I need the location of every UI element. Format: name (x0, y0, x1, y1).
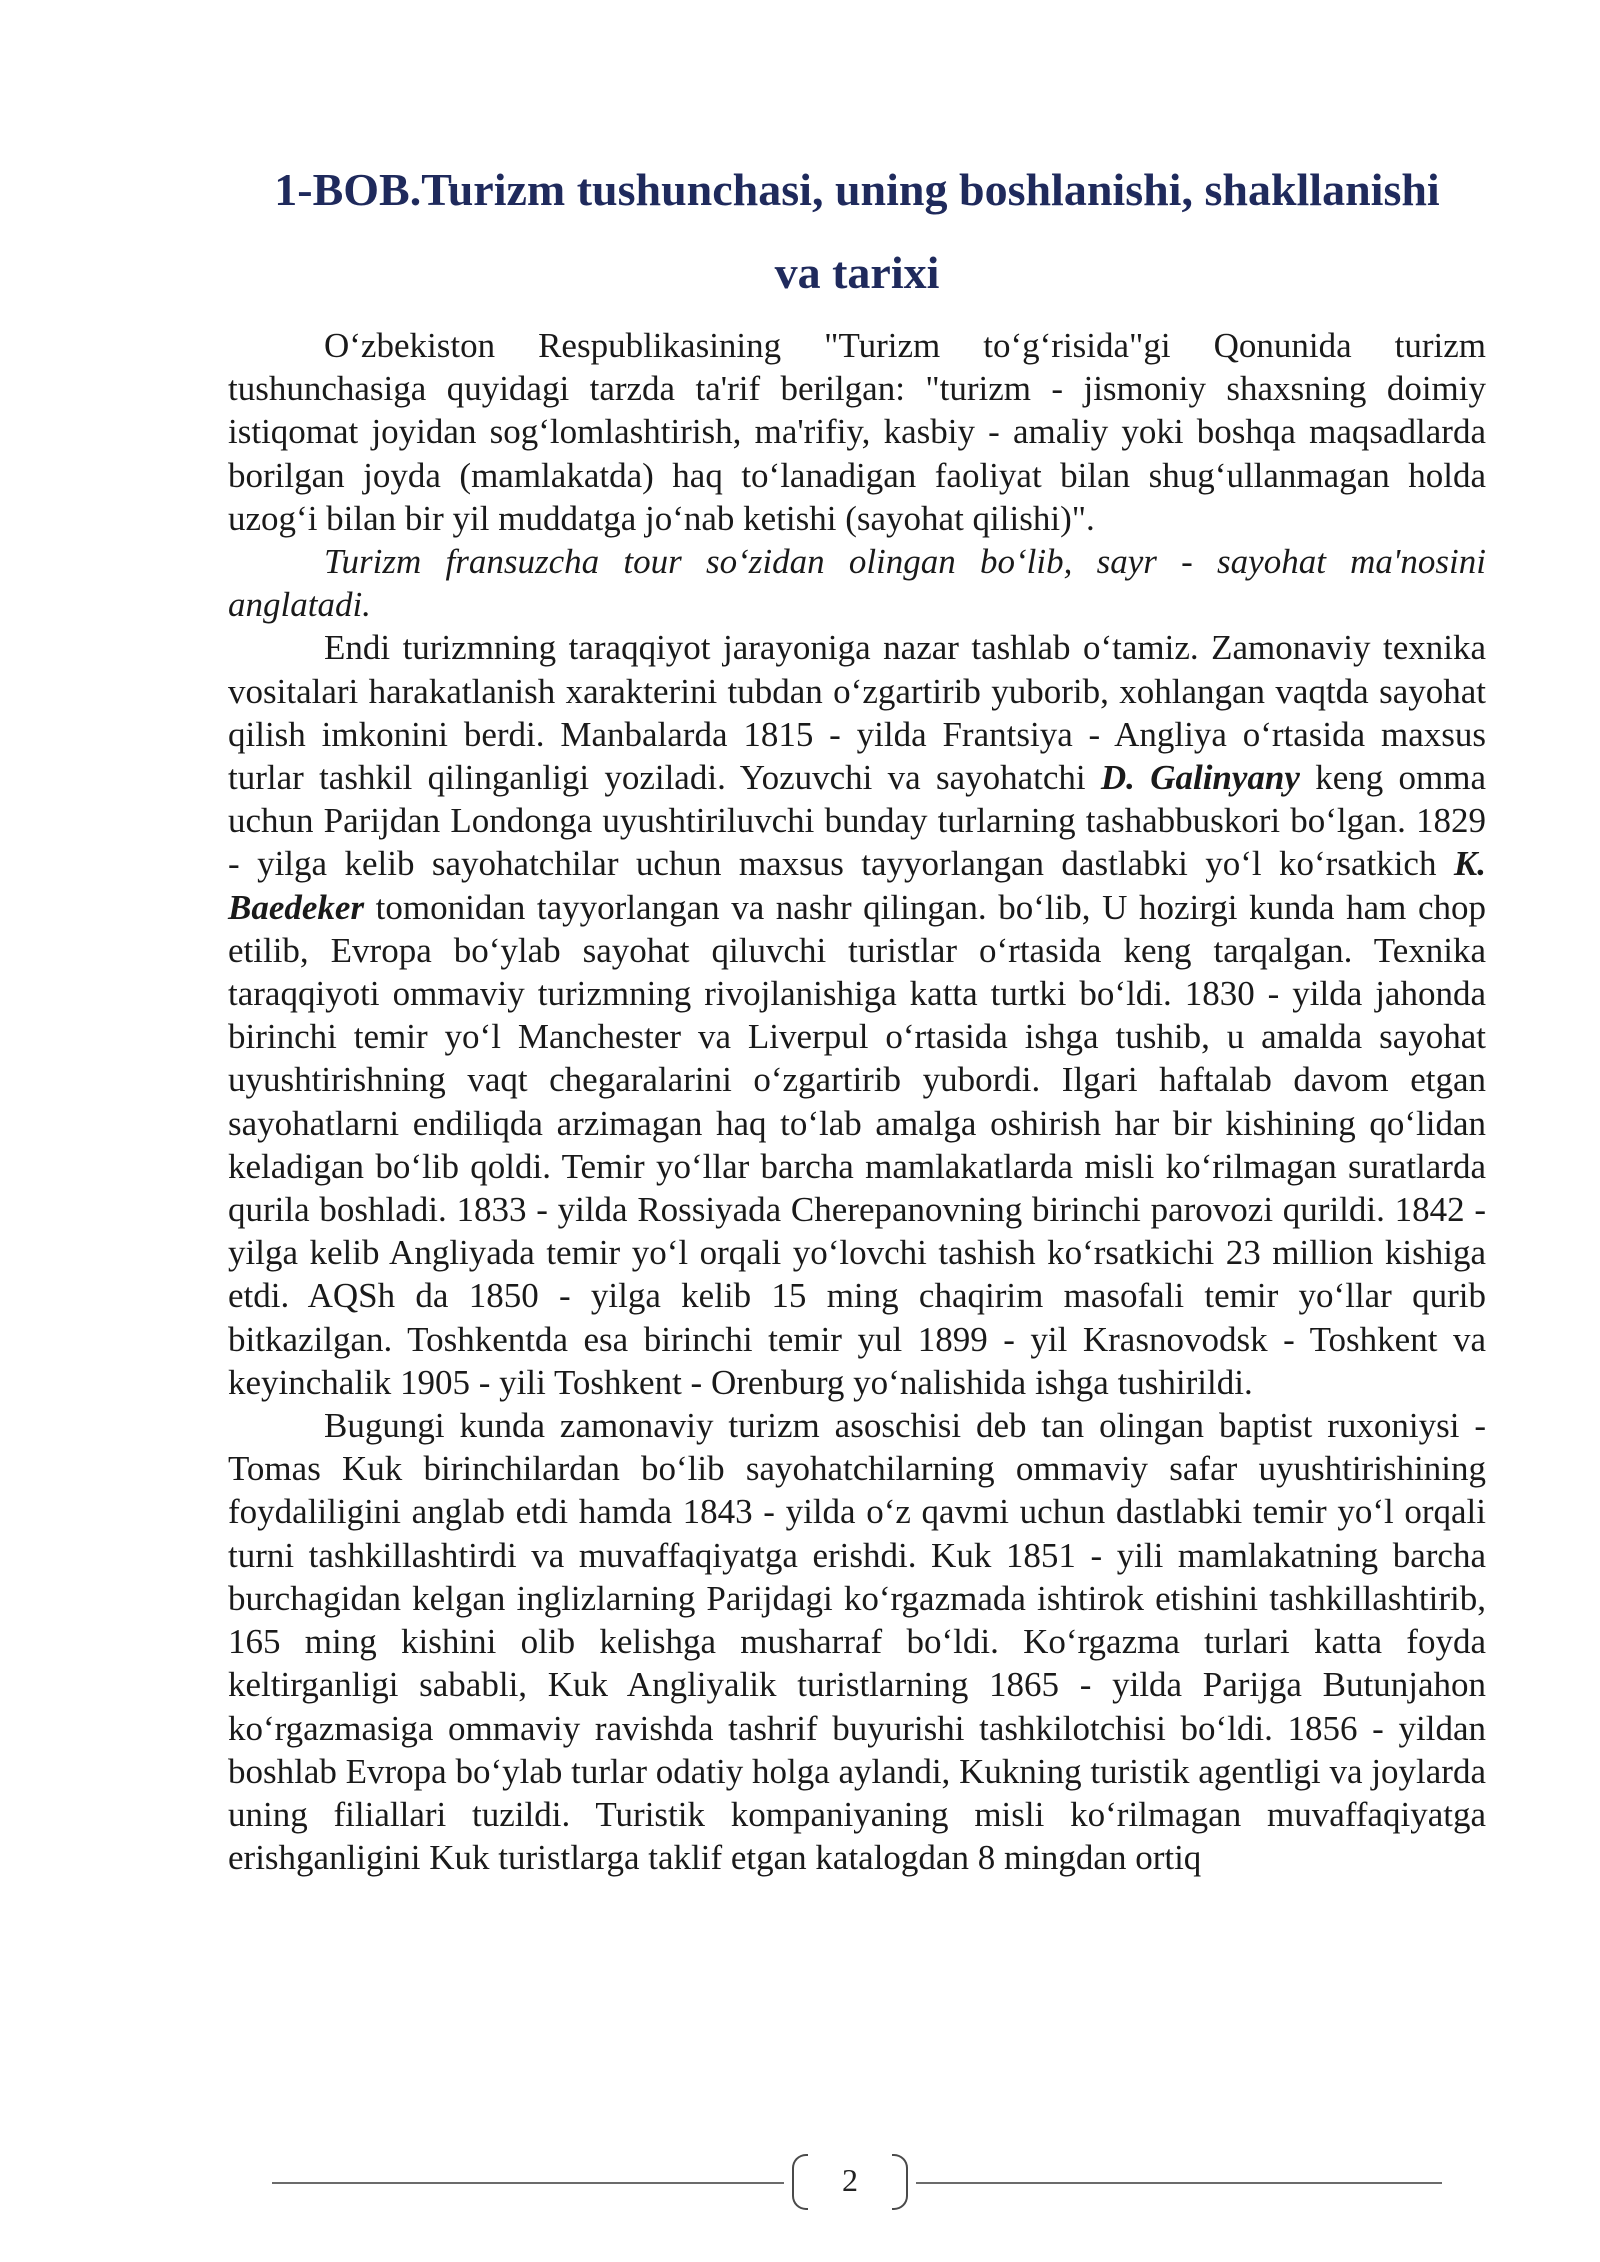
footer-divider-left (272, 2182, 784, 2184)
paragraph-history-part-1: Endi turizmning taraqqiyot jarayoniga nazar tashlab o‘tamiz. Zamonaviy texnika vositalari harakatlanish xarakterini tubdan o‘zgartirib yuborib, xohlangan vaqtda sayohat qilish imkonini berdi. Manbalarda 1815 - yilda Frantsiya - Angliya o‘rtasida maxsus turlar tashkil qilinganligi yoziladi. Yozuvchi va sayohatchi (228, 628, 1486, 798)
page-number-box (792, 2152, 908, 2212)
page-content (228, 148, 1486, 1879)
name-baedeker: K. Baedeker (228, 844, 1486, 927)
paragraph-etymology: Turizm fransuzcha tour so‘zidan olingan bo‘lib, sayr - sayohat ma'nosini anglatadi. (228, 542, 1486, 625)
right-bracket-icon (892, 2154, 908, 2210)
paragraph-history-part-2: keng omma uchun Parijdan Londonga uyushtiriluvchi bunday turlarning tashabbuskori bo‘lgan. 1829 - yilga kelib sayohatchilar uchun maxsus tayyorlangan dastlabki yo‘l ko‘rsatkich (228, 758, 1487, 884)
chapter-title (228, 148, 1486, 314)
chapter-title-line-1: 1-BOB.Turizm tushunchasi, uning boshlanishi, shakllanishi (274, 164, 1440, 215)
paragraph-history-part-3: tomonidan tayyorlangan va nashr qilingan. bo‘lib, U hozirgi kunda ham chop etilib, Evropa bo‘ylab sayohat qiluvchi turistlar o‘rtasida keng tarqalgan. Texnika taraqqiyoti ommaviy turizmning rivojlanishiga katta turtki bo‘ldi. 1830 - yilda jahonda birinchi temir yo‘l Manchester va Liverpul o‘rtasida ishga tushib, u amalda sayohat uyushtirishning vaqt chegaralarini o‘zgartirib yubordi. Ilgari haftalab davom etgan sayohatlarni endiliqda arzimagan haq to‘lab amalga oshirish har bir kishining qo‘lidan keladigan bo‘lib qoldi. Temir yo‘llar barcha mamlakatlarda misli ko‘rilmagan suratlarda qurila boshladi. 1833 - yilda Rossiyada Cherepanovning birinchi parovozi qurildi. 1842 - yilga kelib Angliyada temir yo‘l orqali yo‘lovchi tashish ko‘rsatkichi 23 million kishiga etdi. AQSh da 1850 - yilga kelib 15 ming chaqirim masofali temir yo‘llar qurib bitkazilgan. Toshkentda esa birinchi temir yul 1899 - yil Krasnovodsk - Toshkent va keyinchalik 1905 - yili Toshkent - Orenburg yo‘nalishida ishga tushirildi. (228, 887, 1486, 1402)
page-footer (272, 2152, 1442, 2212)
paragraph-thomas-cook: Bugungi kunda zamonaviy turizm asoschisi deb tan olingan baptist ruxoniysi - Tomas Kuk birinchilardan bo‘lib sayohatchilarning ommaviy safar uyushtirishining foydaliligini anglab etdi hamda 1843 - yilda o‘z qavmi uchun dastlabki temir yo‘l orqali turni tashkillashtirdi va muvaffaqiyatga erishdi. Kuk 1851 - yili mamlakatning barcha burchagidan kelgan inglizlarning Parijdagi ko‘rgazmada ishtirok etishini tashkillashtirib, 165 ming kishini olib kelishga musharraf bo‘ldi. Ko‘rgazma turlari katta foyda keltirganligi sababli, Kuk Angliyalik turistlarning 1865 - yilda Parijga Butunjahon ko‘rgazmasiga ommaviy ravishda tashrif buyurishi tashkilotchisi bo‘ldi. 1856 - yildan boshlab Evropa bo‘ylab turlar odatiy holga aylandi, Kukning turistik agentligi va joylarda uning filiallari tuzildi. Turistik kompaniyaning misli ko‘rilmagan muvaffaqiyatga erishganligini Kuk turistlarga taklif etgan katalogdan 8 mingdan ortiq (228, 1406, 1486, 1878)
paragraph-history (228, 626, 1486, 1404)
chapter-title-line-2: va tarixi (774, 247, 940, 298)
page-number: 2 (842, 2162, 858, 2198)
paragraph-definition: O‘zbekiston Respublikasining "Turizm to‘g‘risida"gi Qonunida turizm tushunchasiga quyidagi tarzda ta'rif berilgan: "turizm - jismoniy shaxsning doimiy istiqomat joyidan sog‘lomlashtirish, ma'rifiy, kasbiy - amaliy yoki boshqa maqsadlarda borilgan joyda (mamlakatda) haq to‘lanadigan faoliyat bilan shug‘ullanmagan holda uzog‘i bilan bir yil muddatga jo‘nab ketishi (sayohat qilishi)". (228, 326, 1486, 538)
body-text (228, 324, 1486, 1879)
name-galinyany: D. Galinyany (1100, 758, 1300, 798)
footer-divider-right (916, 2182, 1442, 2184)
